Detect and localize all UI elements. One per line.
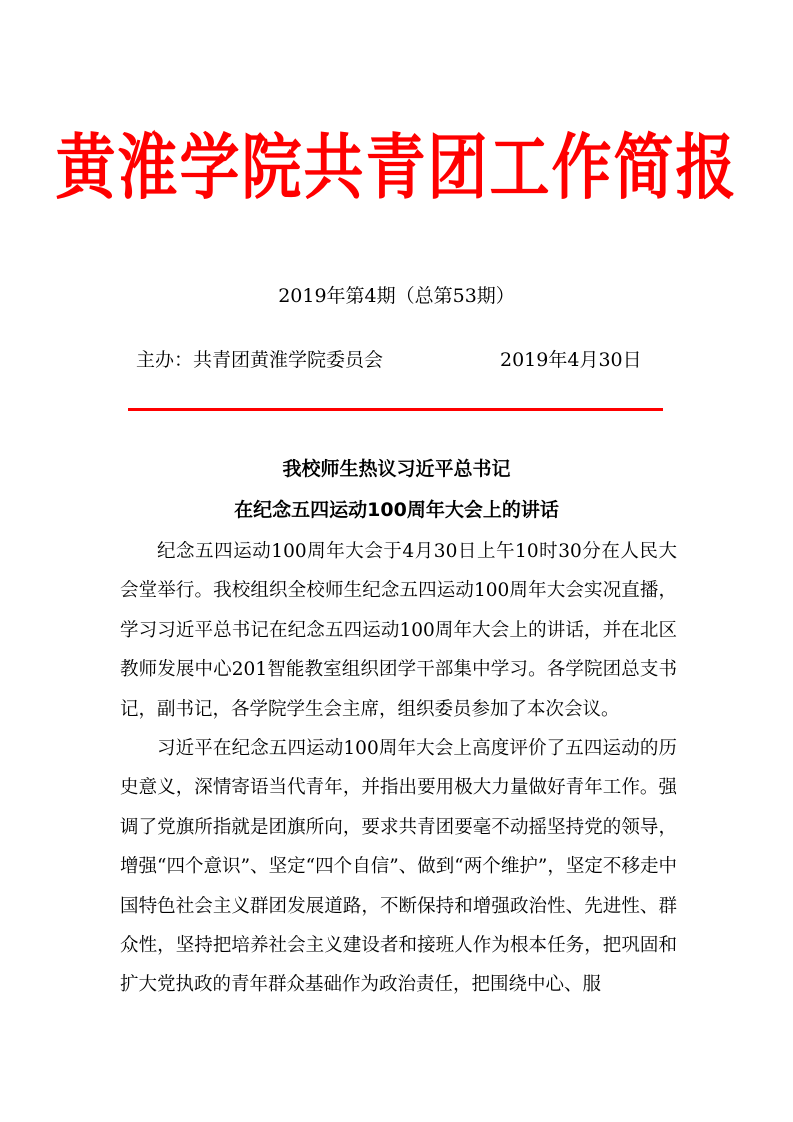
masthead-title: 黄淮学院共青团工作简报 [55, 127, 738, 210]
sponsor-line: 主办：共青团黄淮学院委员会 [136, 349, 384, 371]
issue-number: 2019年第4期（总第53期） [278, 285, 515, 307]
red-divider [128, 408, 663, 411]
article-body [120, 532, 677, 1005]
publish-date: 2019年4月30日 [500, 349, 642, 371]
paragraph: 纪念五四运动100周年大会于4月30日上午10时30分在人民大会堂举行。我校组织全校师生纪念五四运动100周年大会实况直播，学习习近平总书记在纪念五四运动100周年大会上的讲话，并在北区教师发展中心201智能教室组织团学干部集中学习。各学院团总支书记，副书记，各学院学生会主席，组织委员参加了本次会议。 [120, 541, 677, 720]
article-title-line-1: 我校师生热议习近平总书记 [282, 458, 511, 480]
article-title-line-2: 在纪念五四运动100周年大会上的讲话 [234, 499, 559, 521]
paragraph: 习近平在纪念五四运动100周年大会上高度评价了五四运动的历史意义，深情寄语当代青年，并指出要用极大力量做好青年工作。强调了党旗所指就是团旗所向，要求共青团要毫不动摇坚持党的领导，增强“四个意识”、坚定“四个自信”、做到“两个维护”，坚定不移走中国特色社会主义群团发展道路，不断保持和增强政治性、先进性、群众性，坚持把培养社会主义建设者和接班人作为根本任务，把巩固和扩大党执政的青年群众基础作为政治责任，把围绕中心、服 [120, 738, 677, 996]
